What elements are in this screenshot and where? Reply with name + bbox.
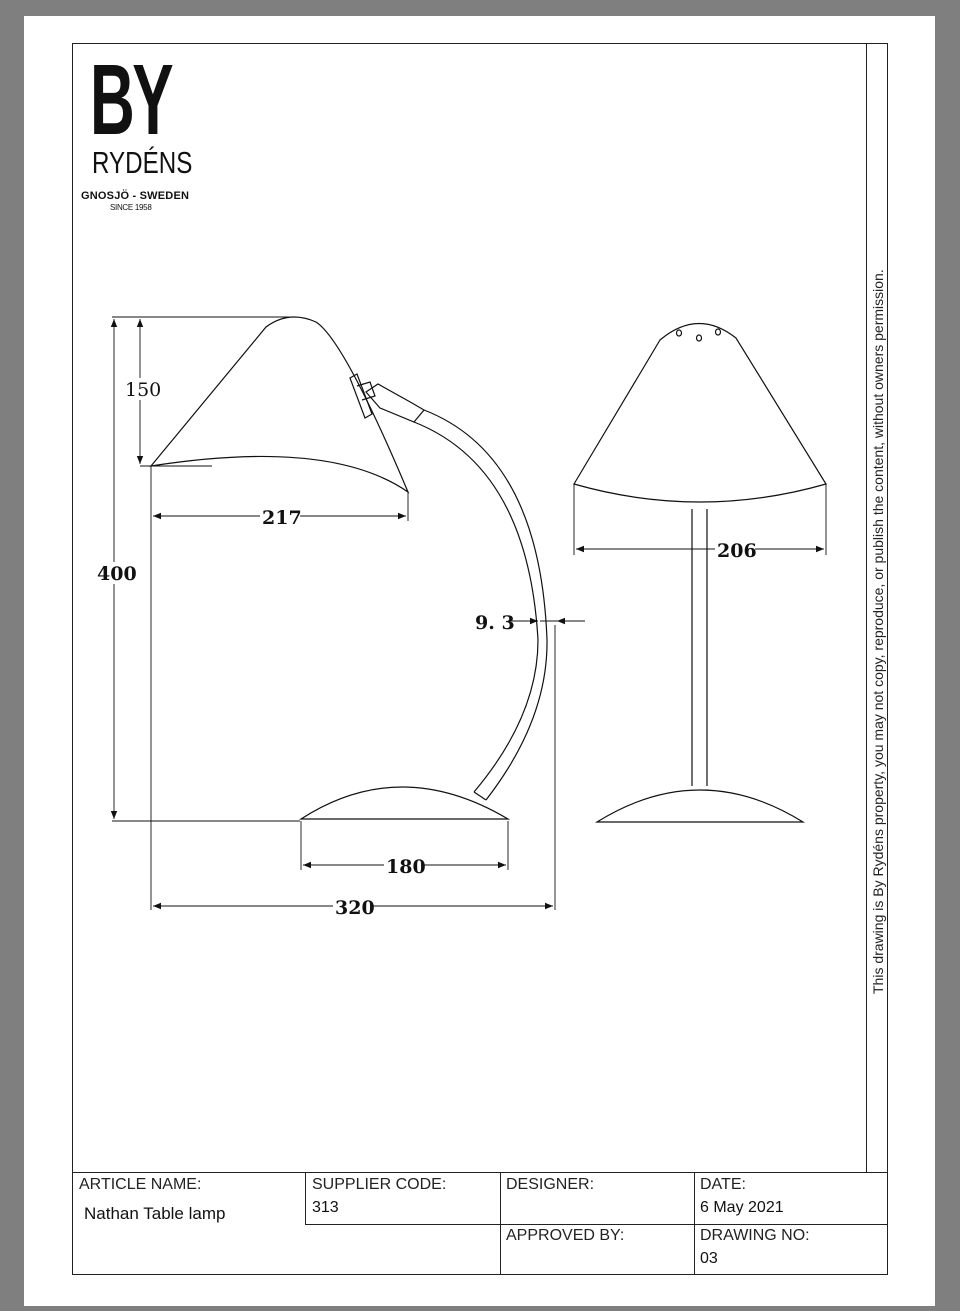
shade-bracket — [350, 374, 372, 418]
dim-label-shade-height: 150 — [125, 379, 162, 401]
vent-hole — [716, 329, 721, 335]
dim-label-total-depth: 320 — [335, 897, 375, 919]
approved-by-label: APPROVED BY: — [506, 1227, 625, 1244]
logo-name: RYDÉNS — [92, 145, 193, 180]
side-view-lamp — [151, 317, 547, 819]
article-name-value: Nathan Table lamp — [84, 1204, 226, 1223]
logo-since: SINCE 1958 — [110, 203, 152, 212]
vent-hole — [697, 335, 702, 341]
supplier-code-label: SUPPLIER CODE: — [312, 1176, 447, 1193]
drawing-no-label: DRAWING NO: — [700, 1227, 810, 1244]
supplier-code-value: 313 — [312, 1199, 339, 1216]
side-arm — [424, 410, 547, 800]
drawing-no-value: 03 — [700, 1250, 718, 1267]
date-label: DATE: — [700, 1176, 746, 1193]
logo-brand: BY — [90, 44, 172, 156]
front-base — [597, 790, 803, 822]
dim-label-total-height: 400 — [97, 563, 137, 585]
designer-label: DESIGNER: — [506, 1176, 595, 1193]
logo-place: GNOSJÖ - SWEDEN — [81, 190, 190, 202]
copyright-note: This drawing is By Rydéns property, you may not copy, reproduce, or publish the content, without owners permission. — [870, 269, 886, 994]
dim-label-base-diameter: 180 — [386, 856, 426, 878]
front-view-lamp — [574, 323, 826, 822]
dim-label-shade-width-side: 217 — [262, 507, 302, 529]
vent-hole — [677, 330, 682, 336]
extension-lines — [112, 317, 826, 910]
front-stem — [692, 509, 707, 786]
dim-label-shade-width-front: 206 — [717, 540, 757, 562]
date-value: 6 May 2021 — [700, 1199, 784, 1216]
front-shade — [574, 323, 826, 502]
dim-label-arm-diameter: 9. 3 — [475, 612, 515, 634]
side-base — [301, 787, 508, 819]
article-name-label: ARTICLE NAME: — [79, 1176, 202, 1193]
